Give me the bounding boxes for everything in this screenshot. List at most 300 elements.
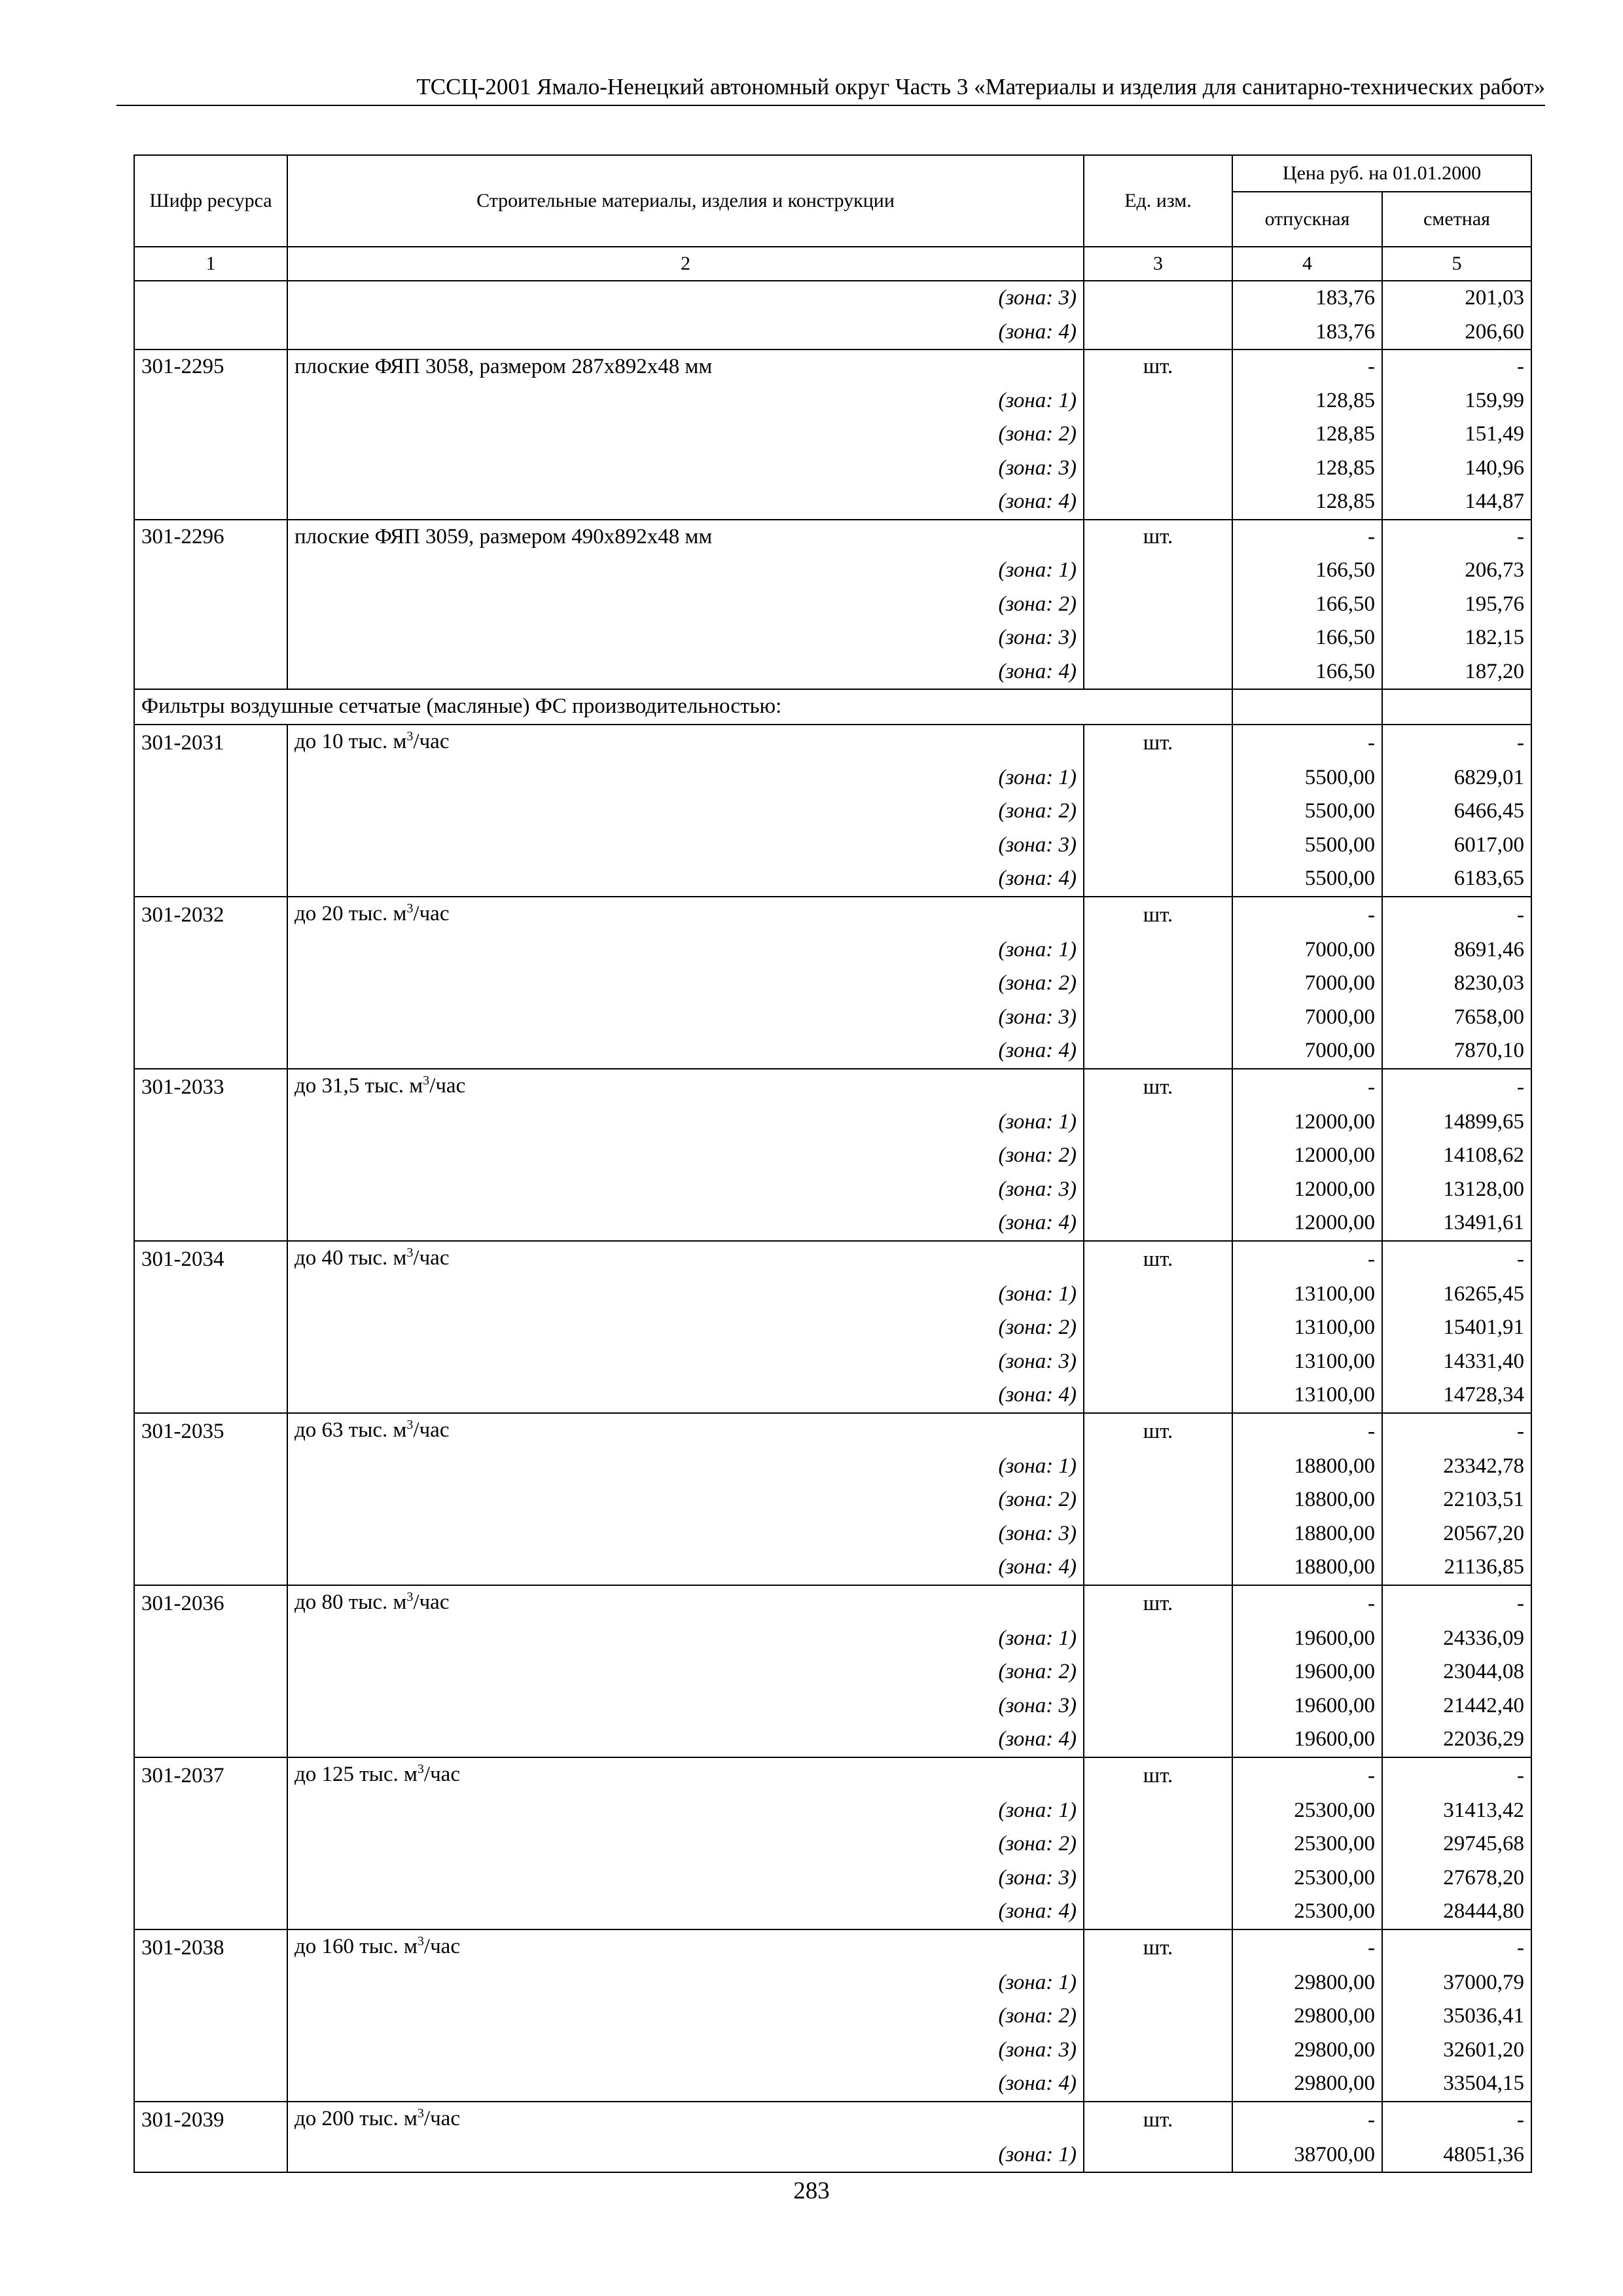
zone-label: (зона: 1) bbox=[287, 1966, 1084, 2000]
release-price: 29800,00 bbox=[1232, 2000, 1382, 2034]
release-price: 18800,00 bbox=[1232, 1450, 1382, 1484]
resource-code-cell bbox=[134, 452, 287, 486]
zone-label: (зона: 1) bbox=[287, 1622, 1084, 1656]
release-price: - bbox=[1232, 350, 1382, 384]
table-row bbox=[134, 621, 1531, 655]
release-price: - bbox=[1232, 1241, 1382, 1278]
release-price bbox=[1232, 689, 1382, 725]
resource-row bbox=[134, 1413, 1531, 1450]
release-price: 25300,00 bbox=[1232, 1895, 1382, 1929]
resource-name bbox=[287, 2102, 1084, 2138]
estimate-price: 29745,68 bbox=[1382, 1827, 1531, 1861]
table-row bbox=[134, 1794, 1531, 1828]
release-price: - bbox=[1232, 520, 1382, 554]
estimate-price: 31413,42 bbox=[1382, 1794, 1531, 1828]
unit-cell bbox=[1084, 1483, 1232, 1517]
superscript-exponent: 3 bbox=[417, 1761, 424, 1776]
resource-name-text: до 40 тыс. м bbox=[294, 1246, 407, 1270]
table-row bbox=[134, 1966, 1531, 2000]
resource-row bbox=[134, 520, 1531, 554]
superscript-exponent: 3 bbox=[406, 1589, 414, 1604]
estimate-price: 22036,29 bbox=[1382, 1723, 1531, 1757]
unit-cell bbox=[1084, 281, 1232, 315]
table-row bbox=[134, 384, 1531, 418]
estimate-price: 13491,61 bbox=[1382, 1206, 1531, 1241]
unit-cell bbox=[1084, 933, 1232, 967]
unit-cell bbox=[1084, 588, 1232, 622]
resource-row bbox=[134, 1757, 1531, 1794]
unit-cell bbox=[1084, 1689, 1232, 1723]
resource-code-cell bbox=[134, 795, 287, 829]
zone-label: (зона: 3) bbox=[287, 1689, 1084, 1723]
resource-name-unit: /час bbox=[413, 1246, 450, 1270]
release-price: 18800,00 bbox=[1232, 1483, 1382, 1517]
table-row bbox=[134, 485, 1531, 520]
resource-name-unit: /час bbox=[413, 729, 450, 753]
zone-label: (зона: 3) bbox=[287, 452, 1084, 486]
zone-label: (зона: 1) bbox=[287, 1450, 1084, 1484]
resource-code-cell bbox=[134, 621, 287, 655]
zone-label: (зона: 4) bbox=[287, 1206, 1084, 1241]
resource-code: 301-2031 bbox=[134, 725, 287, 761]
estimate-price: 159,99 bbox=[1382, 384, 1531, 418]
table-row bbox=[134, 1378, 1531, 1413]
estimate-price: - bbox=[1382, 2102, 1531, 2138]
release-price: 25300,00 bbox=[1232, 1827, 1382, 1861]
release-price: 13100,00 bbox=[1232, 1278, 1382, 1312]
resource-code-cell bbox=[134, 1895, 287, 1929]
unit-cell bbox=[1084, 1105, 1232, 1139]
estimate-price: 24336,09 bbox=[1382, 1622, 1531, 1656]
resource-code-cell bbox=[134, 1723, 287, 1757]
running-header: ТССЦ-2001 Ямало-Ненецкий автономный округ Часть 3 «Материалы и изделия для санитарно-технических работ» bbox=[416, 74, 1545, 99]
zone-label: (зона: 3) bbox=[287, 1517, 1084, 1551]
column-header-estimate-price: сметная bbox=[1382, 192, 1531, 247]
estimate-price: 206,60 bbox=[1382, 315, 1531, 350]
estimate-price: 7870,10 bbox=[1382, 1034, 1531, 1069]
unit-cell bbox=[1084, 1723, 1232, 1757]
section-heading-row bbox=[134, 689, 1531, 725]
unit-of-measure: шт. bbox=[1084, 1585, 1232, 1622]
zone-label: (зона: 2) bbox=[287, 795, 1084, 829]
unit-of-measure: шт. bbox=[1084, 725, 1232, 761]
zone-label: (зона: 2) bbox=[287, 1139, 1084, 1173]
zone-label: (зона: 1) bbox=[287, 2138, 1084, 2173]
table-row bbox=[134, 1861, 1531, 1895]
release-price: - bbox=[1232, 897, 1382, 933]
column-number: 5 bbox=[1382, 247, 1531, 281]
resource-row bbox=[134, 1585, 1531, 1622]
unit-cell bbox=[1084, 1966, 1232, 2000]
superscript-exponent: 3 bbox=[417, 1933, 424, 1948]
resource-code-cell bbox=[134, 485, 287, 520]
resource-name bbox=[287, 1929, 1084, 1966]
release-price: 7000,00 bbox=[1232, 967, 1382, 1001]
table-row bbox=[134, 554, 1531, 588]
estimate-price: 35036,41 bbox=[1382, 2000, 1531, 2034]
resource-row bbox=[134, 1069, 1531, 1105]
estimate-price: - bbox=[1382, 1929, 1531, 1966]
resource-code-cell bbox=[134, 862, 287, 897]
column-number: 1 bbox=[134, 247, 287, 281]
release-price: 7000,00 bbox=[1232, 933, 1382, 967]
table-row bbox=[134, 1311, 1531, 1345]
unit-cell bbox=[1084, 1034, 1232, 1069]
resource-code-cell bbox=[134, 2034, 287, 2068]
table-row bbox=[134, 933, 1531, 967]
unit-of-measure: шт. bbox=[1084, 897, 1232, 933]
resource-name-unit: /час bbox=[423, 1934, 460, 1958]
unit-cell bbox=[1084, 1551, 1232, 1585]
resource-code-cell bbox=[134, 967, 287, 1001]
page-number: 283 bbox=[793, 2178, 830, 2204]
unit-cell bbox=[1084, 1378, 1232, 1413]
unit-cell bbox=[1084, 1345, 1232, 1379]
column-header-price-group: Цена руб. на 01.01.2000 bbox=[1232, 155, 1531, 192]
release-price: 29800,00 bbox=[1232, 1966, 1382, 2000]
price-table bbox=[134, 154, 1532, 2173]
resource-code-cell bbox=[134, 1622, 287, 1656]
estimate-price: 201,03 bbox=[1382, 281, 1531, 315]
unit-cell bbox=[1084, 829, 1232, 863]
release-price: 128,85 bbox=[1232, 384, 1382, 418]
unit-of-measure: шт. bbox=[1084, 1069, 1232, 1105]
estimate-price: 140,96 bbox=[1382, 452, 1531, 486]
unit-cell bbox=[1084, 1139, 1232, 1173]
column-header-code: Шифр ресурса bbox=[134, 155, 287, 247]
unit-cell bbox=[1084, 621, 1232, 655]
estimate-price: 6017,00 bbox=[1382, 829, 1531, 863]
superscript-exponent: 3 bbox=[406, 1245, 414, 1260]
table-row bbox=[134, 281, 1531, 315]
estimate-price: 7658,00 bbox=[1382, 1001, 1531, 1035]
column-header-release-price: отпускная bbox=[1232, 192, 1382, 247]
zone-label: (зона: 1) bbox=[287, 761, 1084, 795]
zone-label: (зона: 4) bbox=[287, 1034, 1084, 1069]
release-price: 19600,00 bbox=[1232, 1689, 1382, 1723]
unit-cell bbox=[1084, 384, 1232, 418]
unit-of-measure: шт. bbox=[1084, 1757, 1232, 1794]
estimate-price: 6183,65 bbox=[1382, 862, 1531, 897]
estimate-price: 33504,15 bbox=[1382, 2067, 1531, 2102]
table-row bbox=[134, 1827, 1531, 1861]
table-body bbox=[134, 281, 1531, 2172]
release-price: 13100,00 bbox=[1232, 1311, 1382, 1345]
release-price: 5500,00 bbox=[1232, 761, 1382, 795]
estimate-price: 195,76 bbox=[1382, 588, 1531, 622]
estimate-price bbox=[1382, 689, 1531, 725]
resource-code: 301-2295 bbox=[134, 350, 287, 384]
zone-label: (зона: 2) bbox=[287, 2000, 1084, 2034]
release-price: 19600,00 bbox=[1232, 1723, 1382, 1757]
estimate-price: 32601,20 bbox=[1382, 2034, 1531, 2068]
unit-cell bbox=[1084, 1278, 1232, 1312]
zone-label: (зона: 3) bbox=[287, 2034, 1084, 2068]
resource-name-unit: /час bbox=[429, 1073, 466, 1098]
estimate-price: 151,49 bbox=[1382, 418, 1531, 452]
estimate-price: 206,73 bbox=[1382, 554, 1531, 588]
release-price: - bbox=[1232, 2102, 1382, 2138]
table-row bbox=[134, 1034, 1531, 1069]
release-price: 25300,00 bbox=[1232, 1861, 1382, 1895]
table-row bbox=[134, 2138, 1531, 2173]
estimate-price: 23044,08 bbox=[1382, 1655, 1531, 1689]
zone-label: (зона: 4) bbox=[287, 1895, 1084, 1929]
resource-code-cell bbox=[134, 2067, 287, 2102]
zone-label: (зона: 1) bbox=[287, 1794, 1084, 1828]
superscript-exponent: 3 bbox=[406, 1417, 414, 1432]
unit-cell bbox=[1084, 1827, 1232, 1861]
zone-label: (зона: 2) bbox=[287, 1311, 1084, 1345]
resource-name-text: до 125 тыс. м bbox=[294, 1762, 418, 1786]
resource-name bbox=[287, 1241, 1084, 1278]
resource-code-cell bbox=[134, 554, 287, 588]
resource-code-cell bbox=[134, 1551, 287, 1585]
zone-label: (зона: 1) bbox=[287, 384, 1084, 418]
resource-name-text: до 31,5 тыс. м bbox=[294, 1073, 423, 1098]
estimate-price: 14108,62 bbox=[1382, 1139, 1531, 1173]
resource-name: плоские ФЯП 3058, размером 287х892х48 мм bbox=[287, 350, 1084, 384]
resource-code-cell bbox=[134, 1173, 287, 1207]
resource-row bbox=[134, 2102, 1531, 2138]
estimate-price: 48051,36 bbox=[1382, 2138, 1531, 2173]
resource-code-cell bbox=[134, 418, 287, 452]
unit-cell bbox=[1084, 655, 1232, 690]
resource-code-cell bbox=[134, 1689, 287, 1723]
table-row bbox=[134, 829, 1531, 863]
table-row bbox=[134, 1345, 1531, 1379]
release-price: 5500,00 bbox=[1232, 795, 1382, 829]
unit-cell bbox=[1084, 418, 1232, 452]
resource-code-cell bbox=[134, 2000, 287, 2034]
resource-code-cell bbox=[134, 1278, 287, 1312]
header-rule bbox=[116, 105, 1545, 106]
zone-label: (зона: 4) bbox=[287, 1723, 1084, 1757]
estimate-price: 144,87 bbox=[1382, 485, 1531, 520]
estimate-price: 8691,46 bbox=[1382, 933, 1531, 967]
resource-code-cell bbox=[134, 1655, 287, 1689]
estimate-price: 6466,45 bbox=[1382, 795, 1531, 829]
resource-row bbox=[134, 1929, 1531, 1966]
resource-name-unit: /час bbox=[423, 1762, 460, 1786]
estimate-price: - bbox=[1382, 897, 1531, 933]
estimate-price: 15401,91 bbox=[1382, 1311, 1531, 1345]
estimate-price: 22103,51 bbox=[1382, 1483, 1531, 1517]
zone-label: (зона: 3) bbox=[287, 1173, 1084, 1207]
table-row bbox=[134, 967, 1531, 1001]
estimate-price: 21136,85 bbox=[1382, 1551, 1531, 1585]
unit-cell bbox=[1084, 1794, 1232, 1828]
resource-name bbox=[287, 1585, 1084, 1622]
estimate-price: 14728,34 bbox=[1382, 1378, 1531, 1413]
resource-code-cell bbox=[134, 1861, 287, 1895]
release-price: 5500,00 bbox=[1232, 829, 1382, 863]
table-row bbox=[134, 761, 1531, 795]
zone-label: (зона: 4) bbox=[287, 315, 1084, 350]
release-price: 18800,00 bbox=[1232, 1551, 1382, 1585]
release-price: 18800,00 bbox=[1232, 1517, 1382, 1551]
release-price: 29800,00 bbox=[1232, 2034, 1382, 2068]
resource-code-cell bbox=[134, 588, 287, 622]
resource-name-unit: /час bbox=[413, 1418, 450, 1442]
release-price: 25300,00 bbox=[1232, 1794, 1382, 1828]
resource-row bbox=[134, 350, 1531, 384]
estimate-price: 8230,03 bbox=[1382, 967, 1531, 1001]
resource-name-unit: /час bbox=[413, 1590, 450, 1614]
unit-cell bbox=[1084, 1001, 1232, 1035]
superscript-exponent: 3 bbox=[406, 728, 414, 744]
resource-code-cell bbox=[134, 384, 287, 418]
estimate-price: 37000,79 bbox=[1382, 1966, 1531, 2000]
table-row bbox=[134, 2034, 1531, 2068]
resource-code-cell bbox=[134, 1206, 287, 1241]
resource-row bbox=[134, 1241, 1531, 1278]
release-price: - bbox=[1232, 1069, 1382, 1105]
estimate-price: - bbox=[1382, 520, 1531, 554]
estimate-price: 20567,20 bbox=[1382, 1517, 1531, 1551]
zone-label: (зона: 1) bbox=[287, 1105, 1084, 1139]
estimate-price: 28444,80 bbox=[1382, 1895, 1531, 1929]
unit-cell bbox=[1084, 1655, 1232, 1689]
unit-cell bbox=[1084, 2067, 1232, 2102]
table-row bbox=[134, 2067, 1531, 2102]
estimate-price: - bbox=[1382, 725, 1531, 761]
table-row bbox=[134, 588, 1531, 622]
column-header-materials: Строительные материалы, изделия и конструкции bbox=[287, 155, 1084, 247]
estimate-price: - bbox=[1382, 1241, 1531, 1278]
resource-code: 301-2038 bbox=[134, 1929, 287, 1966]
table-row bbox=[134, 795, 1531, 829]
table-row bbox=[134, 1173, 1531, 1207]
zone-label: (зона: 4) bbox=[287, 1551, 1084, 1585]
resource-code: 301-2039 bbox=[134, 2102, 287, 2138]
zone-label: (зона: 2) bbox=[287, 1483, 1084, 1517]
table-row bbox=[134, 2000, 1531, 2034]
resource-code: 301-2034 bbox=[134, 1241, 287, 1278]
superscript-exponent: 3 bbox=[406, 901, 414, 916]
resource-code-cell bbox=[134, 933, 287, 967]
estimate-price: - bbox=[1382, 1069, 1531, 1105]
resource-name bbox=[287, 725, 1084, 761]
release-price: 183,76 bbox=[1232, 281, 1382, 315]
resource-name-text: до 10 тыс. м bbox=[294, 729, 407, 753]
unit-cell bbox=[1084, 795, 1232, 829]
resource-code-cell bbox=[134, 1827, 287, 1861]
table-row bbox=[134, 1001, 1531, 1035]
table-row bbox=[134, 1895, 1531, 1929]
estimate-price: - bbox=[1382, 1413, 1531, 1450]
table-row bbox=[134, 862, 1531, 897]
zone-label: (зона: 2) bbox=[287, 1655, 1084, 1689]
unit-cell bbox=[1084, 315, 1232, 350]
unit-cell bbox=[1084, 1450, 1232, 1484]
release-price: 12000,00 bbox=[1232, 1139, 1382, 1173]
zone-label: (зона: 2) bbox=[287, 967, 1084, 1001]
estimate-price: 6829,01 bbox=[1382, 761, 1531, 795]
estimate-price: - bbox=[1382, 1585, 1531, 1622]
resource-name-text: до 63 тыс. м bbox=[294, 1418, 407, 1442]
estimate-price: 187,20 bbox=[1382, 655, 1531, 690]
resource-name bbox=[287, 1413, 1084, 1450]
estimate-price: - bbox=[1382, 350, 1531, 384]
resource-code-cell bbox=[134, 2138, 287, 2173]
release-price: - bbox=[1232, 1413, 1382, 1450]
resource-name-text: до 80 тыс. м bbox=[294, 1590, 407, 1614]
unit-cell bbox=[1084, 452, 1232, 486]
unit-cell bbox=[1084, 2034, 1232, 2068]
resource-name-unit: /час bbox=[413, 901, 450, 925]
resource-code-cell bbox=[134, 1794, 287, 1828]
zone-label: (зона: 2) bbox=[287, 418, 1084, 452]
release-price: - bbox=[1232, 725, 1382, 761]
unit-of-measure: шт. bbox=[1084, 1929, 1232, 1966]
zone-label: (зона: 4) bbox=[287, 655, 1084, 690]
zone-label: (зона: 3) bbox=[287, 1861, 1084, 1895]
unit-cell bbox=[1084, 1311, 1232, 1345]
zone-label: (зона: 1) bbox=[287, 1278, 1084, 1312]
estimate-price: - bbox=[1382, 1757, 1531, 1794]
resource-code-cell bbox=[134, 1345, 287, 1379]
estimate-price: 14899,65 bbox=[1382, 1105, 1531, 1139]
release-price: 38700,00 bbox=[1232, 2138, 1382, 2173]
table-row bbox=[134, 1206, 1531, 1241]
resource-code: 301-2035 bbox=[134, 1413, 287, 1450]
resource-code-cell bbox=[134, 1001, 287, 1035]
release-price: 128,85 bbox=[1232, 452, 1382, 486]
release-price: 29800,00 bbox=[1232, 2067, 1382, 2102]
resource-code-cell bbox=[134, 1966, 287, 2000]
zone-label: (зона: 3) bbox=[287, 621, 1084, 655]
release-price: - bbox=[1232, 1757, 1382, 1794]
release-price: 13100,00 bbox=[1232, 1345, 1382, 1379]
release-price: 128,85 bbox=[1232, 418, 1382, 452]
resource-name bbox=[287, 1069, 1084, 1105]
zone-label: (зона: 2) bbox=[287, 1827, 1084, 1861]
table-row bbox=[134, 1655, 1531, 1689]
resource-name: плоские ФЯП 3059, размером 490х892х48 мм bbox=[287, 520, 1084, 554]
table-row bbox=[134, 1105, 1531, 1139]
table-row bbox=[134, 1450, 1531, 1484]
table-row bbox=[134, 655, 1531, 690]
estimate-price: 23342,78 bbox=[1382, 1450, 1531, 1484]
zone-label: (зона: 4) bbox=[287, 1378, 1084, 1413]
unit-cell bbox=[1084, 1622, 1232, 1656]
unit-cell bbox=[1084, 1517, 1232, 1551]
zone-label: (зона: 1) bbox=[287, 554, 1084, 588]
resource-code-cell bbox=[134, 829, 287, 863]
estimate-price: 14331,40 bbox=[1382, 1345, 1531, 1379]
unit-cell bbox=[1084, 2138, 1232, 2173]
release-price: 7000,00 bbox=[1232, 1034, 1382, 1069]
release-price: 19600,00 bbox=[1232, 1622, 1382, 1656]
release-price: 19600,00 bbox=[1232, 1655, 1382, 1689]
superscript-exponent: 3 bbox=[417, 2106, 424, 2121]
resource-name-unit: /час bbox=[423, 2106, 460, 2130]
release-price: 183,76 bbox=[1232, 315, 1382, 350]
resource-name-text: до 160 тыс. м bbox=[294, 1934, 418, 1958]
resource-row bbox=[134, 897, 1531, 933]
resource-row bbox=[134, 725, 1531, 761]
resource-code-cell bbox=[134, 1483, 287, 1517]
unit-cell bbox=[1084, 485, 1232, 520]
zone-label: (зона: 3) bbox=[287, 1001, 1084, 1035]
unit-cell bbox=[1084, 554, 1232, 588]
release-price: 166,50 bbox=[1232, 621, 1382, 655]
column-number: 3 bbox=[1084, 247, 1232, 281]
release-price: - bbox=[1232, 1929, 1382, 1966]
unit-of-measure: шт. bbox=[1084, 1413, 1232, 1450]
release-price: 12000,00 bbox=[1232, 1173, 1382, 1207]
